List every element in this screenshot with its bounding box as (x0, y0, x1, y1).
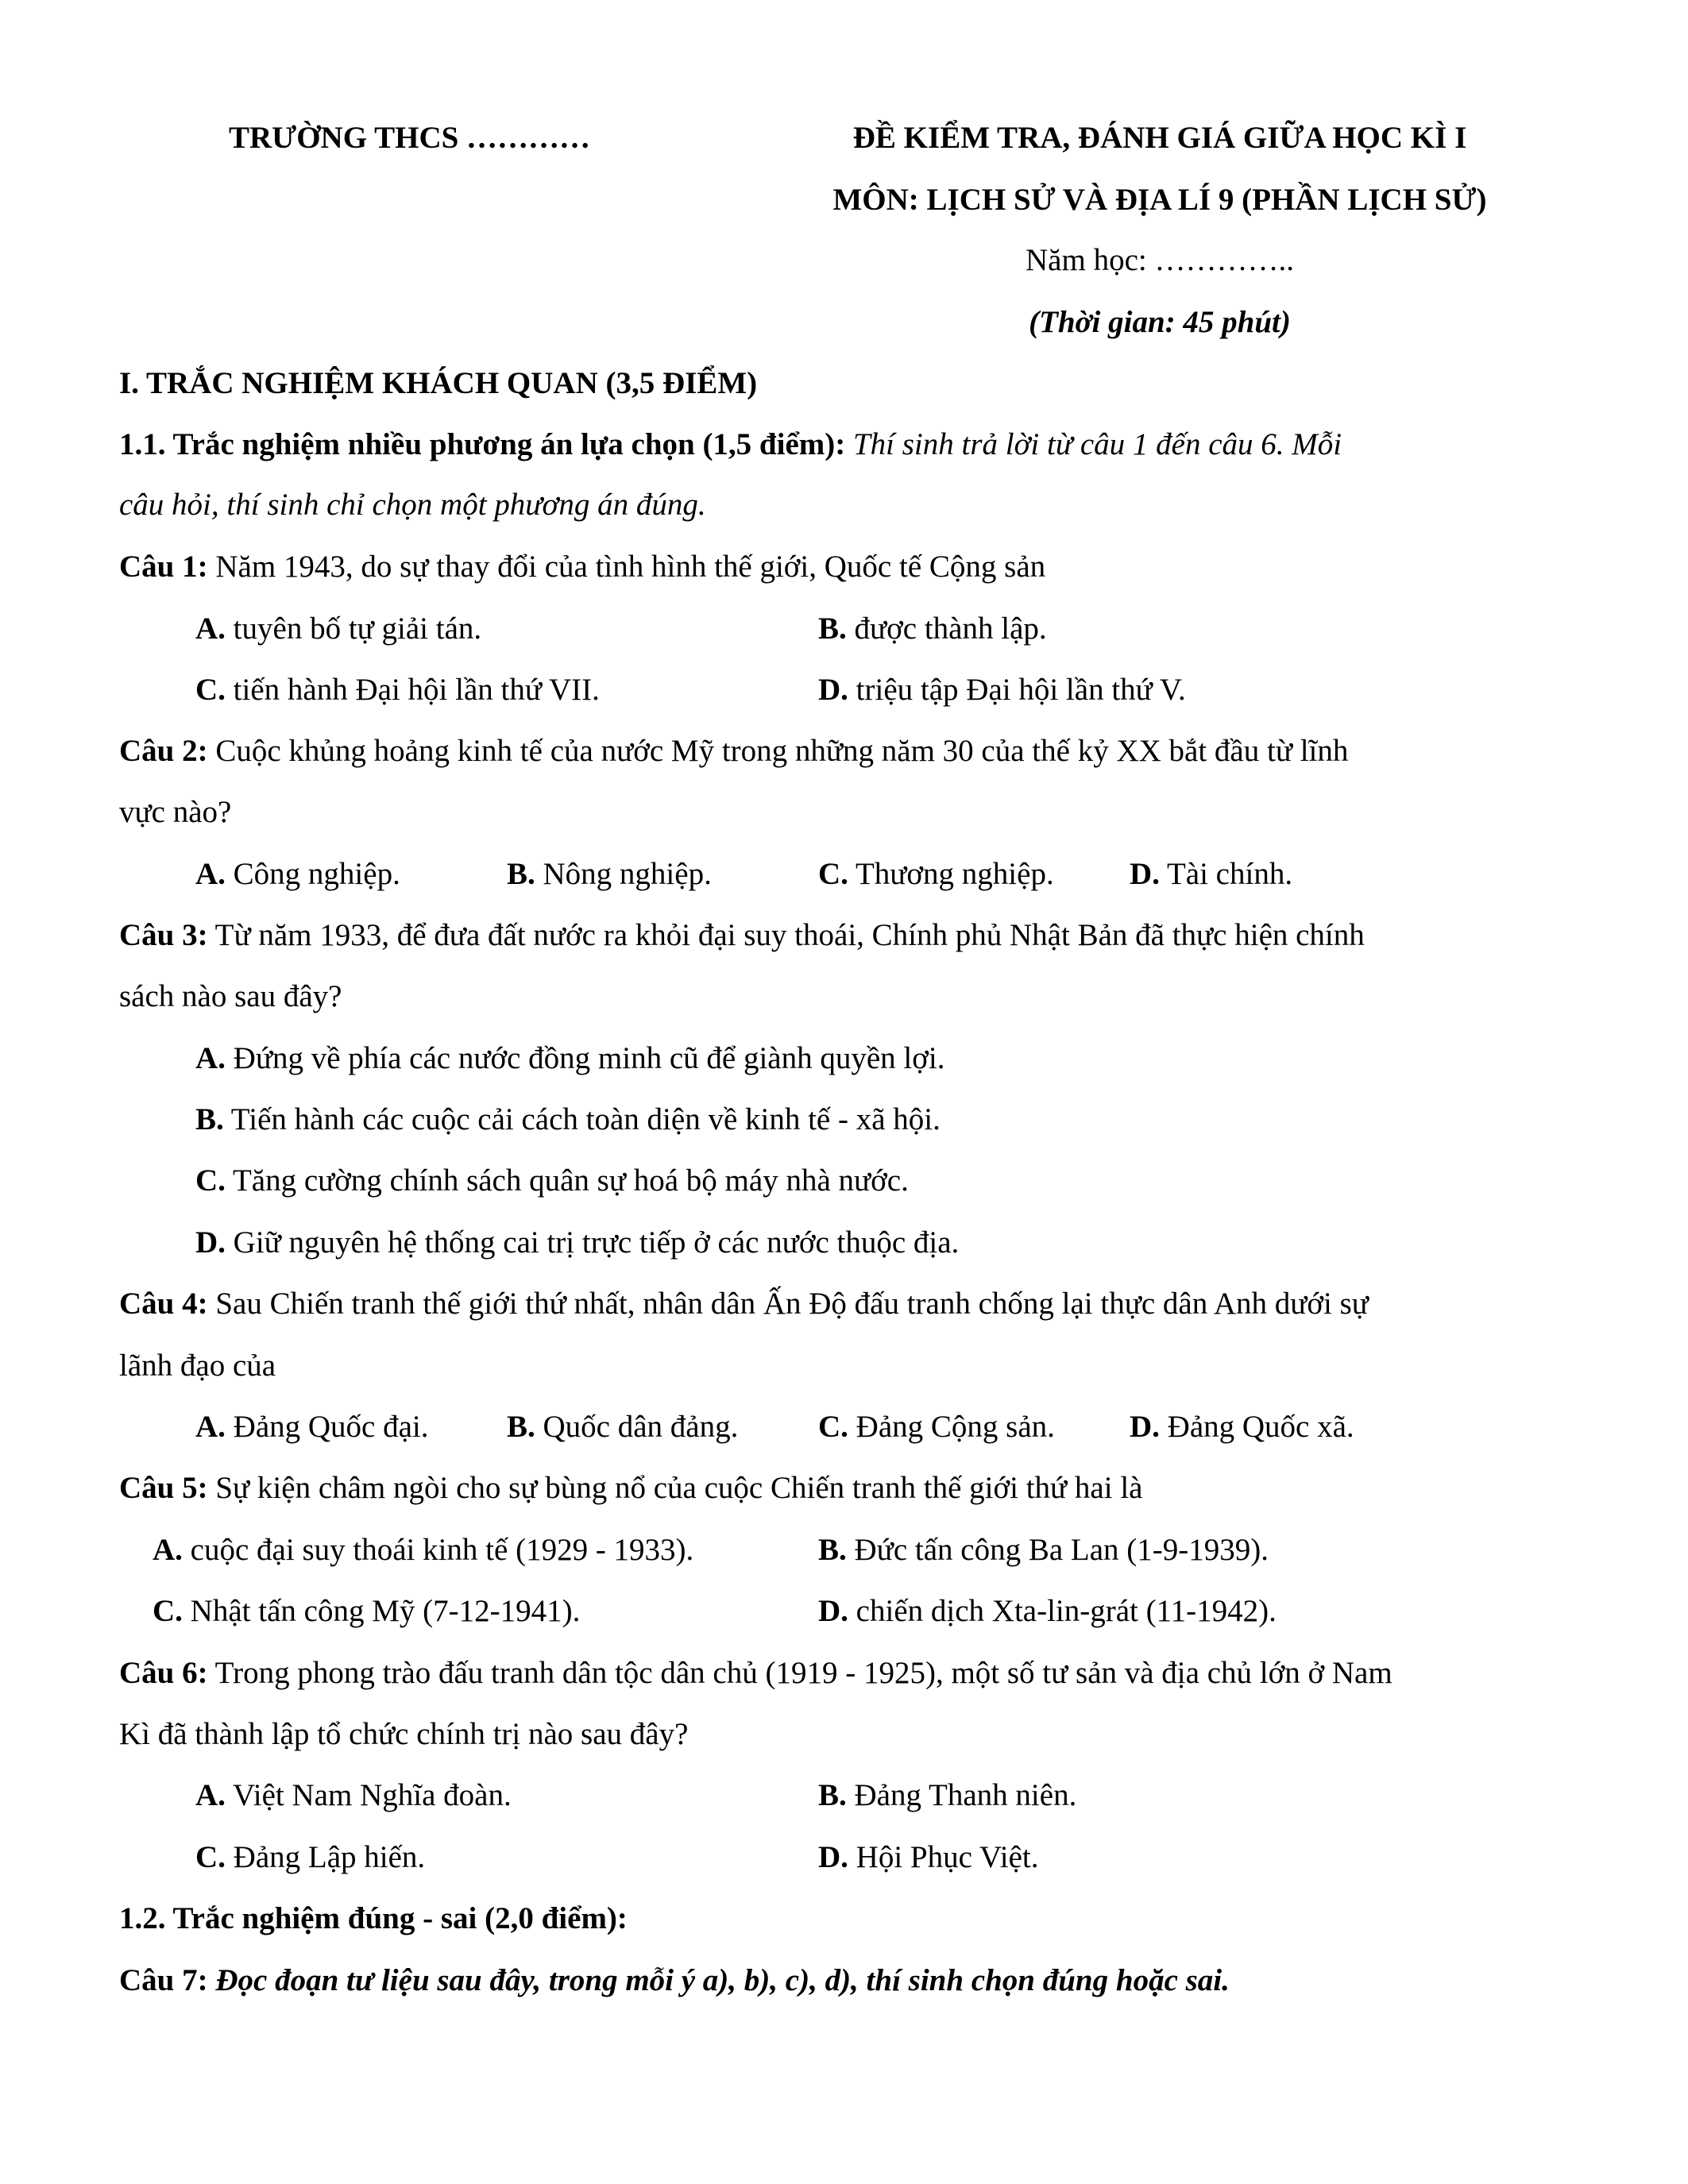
question-label: Câu 4: (119, 1287, 208, 1321)
q3-option-c[interactable]: C. Tăng cường chính sách quân sự hoá bộ máy nhà nước. (195, 1163, 909, 1198)
part-1-instruction: Thí sinh trả lời từ câu 1 đến câu 6. Mỗi (845, 427, 1342, 461)
question-3-cont: sách nào sau đây? (119, 979, 342, 1013)
q1-option-c[interactable]: C. tiến hành Đại hội lần thứ VII. (195, 673, 600, 707)
school-name: TRƯỜNG THCS ………… (229, 121, 591, 155)
question-text: Trong phong trào đấu tranh dân tộc dân chủ (1919 - 1925), một số tư sản và địa chủ lớn ở Nam (207, 1656, 1393, 1690)
question-3 (119, 920, 1365, 951)
q6-option-c[interactable]: C. Đảng Lập hiến. (195, 1840, 426, 1874)
question-6-cont: Kì đã thành lập tổ chức chính trị nào sau đây? (119, 1717, 689, 1751)
q4-option-b[interactable]: B. Quốc dân đảng. (507, 1410, 739, 1444)
school-year: Năm học: ………….. (1026, 243, 1294, 277)
question-label: Câu 2: (119, 734, 208, 768)
question-4 (119, 1288, 1369, 1319)
q3-option-d[interactable]: D. Giữ nguyên hệ thống cai trị trực tiếp ở các nước thuộc địa. (195, 1225, 960, 1260)
q2-option-c[interactable]: C. Thương nghiệp. (818, 857, 1054, 891)
q2-option-b[interactable]: B. Nông nghiệp. (507, 857, 712, 891)
question-text: Năm 1943, do sự thay đổi của tình hình thế giới, Quốc tế Cộng sản (207, 550, 1046, 584)
question-text: Đọc đoạn tư liệu sau đây, trong mỗi ý a), b), c), d), thí sinh chọn đúng hoặc sai. (207, 1963, 1230, 1997)
question-text: Cuộc khủng hoảng kinh tế của nước Mỹ trong những năm 30 của thế kỷ XX bắt đầu từ lĩnh (207, 734, 1349, 768)
q5-option-c[interactable]: C. Nhật tấn công Mỹ (7-12-1941). (153, 1594, 581, 1628)
q3-option-a[interactable]: A. Đứng về phía các nước đồng minh cũ để giành quyền lợi. (195, 1041, 945, 1075)
q2-option-a[interactable]: A. Công nghiệp. (195, 857, 400, 891)
q4-option-a[interactable]: A. Đảng Quốc đại. (195, 1410, 429, 1444)
q5-option-a[interactable]: A. cuộc đại suy thoái kinh tế (1929 - 1933). (153, 1533, 694, 1567)
part-2-title: 1.2. Trắc nghiệm đúng - sai (2,0 điểm): (119, 1901, 628, 1935)
q5-option-d[interactable]: D. chiến dịch Xta-lin-grát (11-1942). (818, 1594, 1277, 1628)
question-2 (119, 735, 1348, 766)
question-5 (119, 1472, 1142, 1503)
question-text: Sau Chiến tranh thế giới thứ nhất, nhân dân Ấn Độ đấu tranh chống lại thực dân Anh dưới sự (207, 1287, 1369, 1321)
question-label: Câu 6: (119, 1656, 208, 1690)
question-label: Câu 1: (119, 550, 208, 584)
question-text: Sự kiện châm ngòi cho sự bùng nổ của cuộc Chiến tranh thế giới thứ hai là (207, 1471, 1143, 1505)
q2-option-d[interactable]: D. Tài chính. (1130, 857, 1293, 891)
q4-option-c[interactable]: C. Đảng Cộng sản. (818, 1410, 1055, 1444)
q3-option-b[interactable]: B. Tiến hành các cuộc cải cách toàn diện về kinh tế - xã hội. (195, 1102, 941, 1136)
exam-time: (Thời gian: 45 phút) (1029, 305, 1291, 339)
q1-option-d[interactable]: D. triệu tập Đại hội lần thứ V. (818, 673, 1186, 707)
section-1-title: I. TRẮC NGHIỆM KHÁCH QUAN (3,5 ĐIỂM) (119, 366, 758, 400)
question-6 (119, 1657, 1393, 1688)
part-1-instruction-cont: câu hỏi, thí sinh chỉ chọn một phương án đúng. (119, 488, 706, 522)
question-label: Câu 7: (119, 1963, 208, 1997)
question-7 (119, 1965, 1230, 1996)
question-2-cont: vực nào? (119, 795, 232, 829)
q5-option-b[interactable]: B. Đức tấn công Ba Lan (1-9-1939). (818, 1533, 1269, 1567)
q1-option-a[interactable]: A. tuyên bố tự giải tán. (195, 612, 482, 646)
question-text: Từ năm 1933, để đưa đất nước ra khỏi đại suy thoái, Chính phủ Nhật Bản đã thực hiện chính (207, 918, 1365, 952)
question-1 (119, 551, 1045, 582)
q6-option-b[interactable]: B. Đảng Thanh niên. (818, 1778, 1077, 1812)
part-1-heading (119, 429, 1342, 460)
q4-option-d[interactable]: D. Đảng Quốc xã. (1130, 1410, 1354, 1444)
question-label: Câu 5: (119, 1471, 208, 1505)
q6-option-d[interactable]: D. Hội Phục Việt. (818, 1840, 1039, 1874)
part-1-title: 1.1. Trắc nghiệm nhiều phương án lựa chọn (1,5 điểm): (119, 427, 846, 461)
question-4-cont: lãnh đạo của (119, 1349, 276, 1383)
exam-title: ĐỀ KIỂM TRA, ĐÁNH GIÁ GIỮA HỌC KÌ I (852, 121, 1467, 155)
question-label: Câu 3: (119, 918, 208, 952)
q6-option-a[interactable]: A. Việt Nam Nghĩa đoàn. (195, 1778, 512, 1812)
q1-option-b[interactable]: B. được thành lập. (818, 612, 1047, 646)
subject-title: MÔN: LỊCH SỬ VÀ ĐỊA LÍ 9 (PHẦN LỊCH SỬ) (832, 183, 1487, 217)
